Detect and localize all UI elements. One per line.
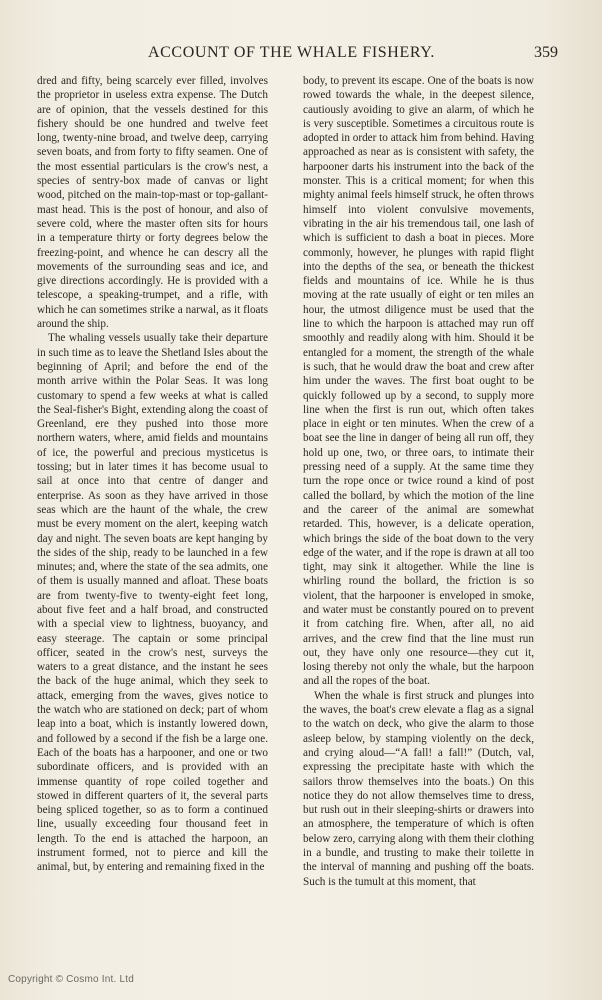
right-column (303, 74, 534, 990)
copyright-watermark: Copyright © Cosmo Int. Ltd (8, 974, 134, 985)
left-column (37, 74, 268, 990)
paragraph: body, to prevent its escape. One of the boats is now rowed towards the whale, in the deepest silence, cautiously avoiding to give an alarm, of which he is very susceptible. Sometimes a circuitous route is adopted in order to attack him from behind. Having approached as near as is consistent with safety, the harpooner darts his instrument into the back of the monster. This is a critical moment; for when this mighty animal feels himself struck, he often throws himself into violent convulsive movements, vibrating in the air his tremendous tail, one lash of which is sufficient to dash a boat in pieces. More commonly, however, he plunges with rapid flight into the depths of the sea, or beneath the thickest fields and mountains of ice. While he is thus moving at the rate usually of eight or ten miles an hour, the utmost diligence must be used that the line to which the harpoon is attached may run off smoothly and readily along with him. Should it be entangled for a moment, the strength of the whale is such, that he would draw the boat and crew after him under the waves. The first boat ought to be quickly followed up by a second, to supply more line when the first is run out, which often takes place in eight or ten minutes. When the crew of a boat see the line in danger of being all run off, they hold up one, two, or three oars, to intimate their pressing need of a supply. At the same time they turn the rope once or twice round a kind of post called the bollard, by which the motion of the line and the career of the animal are somewhat retarded. This, however, is a delicate operation, which brings the side of the boat down to the very edge of the water, and if the rope is drawn at all too tight, may sink it altogether. While the line is whirling round the bollard, the friction is so violent, that the harpooner is enveloped in smoke, and water must be constantly poured on to prevent it from catching fire. When, after all, no aid arrives, and the crew find that the line must run out, they have only one resource—they cut it, losing thereby not only the whale, but the harpoon and all the ropes of the boat. (303, 75, 534, 688)
paragraph: dred and fifty, being scarcely ever filled, involves the proprietor in useless extra expense. The Dutch are of opinion, that the vessels destined for this fishery should be one hundred and twelve feet long, twenty-nine broad, and twelve deep, carrying seven boats, and from forty to fifty seamen. One of the most essential particulars is the crow's nest, a species of sentry-box made of canvas or light wood, pitched on the main-top-mast or top-gallant-mast head. This is the post of honour, and also of severe cold, where the master often sits for hours in a temperature thirty or forty degrees below the freezing-point, and whence he can descry all the movements of the surrounding seas and ice, and give directions accordingly. He is provided with a telescope, a speaking-trumpet, and a rifle, with which he can sometimes strike a narwal, as it floats around the ship. (37, 75, 268, 331)
paragraph: The whaling vessels usually take their departure in such time as to leave the Shetland Isles about the beginning of April; and before the end of the month arrive within the Polar Seas. It was long customary to spend a few weeks at what is called the Seal-fisher's Bight, extending along the coast of Greenland, ere they pushed into those more northern waters, where, amid fields and mountains of ice, the powerful and precious mysticetus is tossing; but in later times it has become usual to sail at once into that centre of danger and enterprise. As soon as they have arrived in those seas which are the haunt of the whale, the crew must be every moment on the alert, keeping watch day and night. The seven boats are kept hanging by the sides of the ship, ready to be launched in a few minutes; and, where the state of the sea admits, one of them is usually manned and afloat. These boats are from twenty-five to twenty-eight feet long, about five feet and a half broad, and constructed with a special view to lightness, buoyancy, and easy steerage. The captain or some principal officer, seated in the crow's nest, surveys the waters to a great distance, and the instant he sees the back of the huge animal, which they seek to attack, emerging from the waves, gives notice to the watch who are stationed on deck; part of whom leap into a boat, which is instantly lowered down, and followed by a second if the fish be a large one. Each of the boats has a harpooner, and one or two subordinate officers, and is provided with an immense quantity of rope coiled together and stowed in different quarters of it, the several parts being spliced together, so as to form a continued line, usually exceeding four thousand feet in length. To the end is attached the harpoon, an instrument formed, not to pierce and kill the animal, but, by entering and remaining fixed in the (37, 332, 268, 874)
running-title: ACCOUNT OF THE WHALE FISHERY. (148, 44, 435, 61)
paragraph: When the whale is first struck and plunges into the waves, the boat's crew elevate a flag as a signal to the watch on deck, who give the alarm to those asleep below, by stamping violently on the deck, and crying aloud—“A fall! a fall!” (Dutch, val, expressing the precipitate haste with which the sailors throw themselves into the boats.) On this notice they do not allow themselves time to dress, but rush out in their sleeping-shirts or drawers into an atmosphere, the temperature of which is often below zero, carrying along with them their clothing in a bundle, and trusting to make their toilette in the interval of manning and pushing off the boats. Such is the tumult at this moment, that (303, 689, 534, 888)
page-number: 359 (534, 44, 558, 61)
page-header (0, 44, 602, 74)
